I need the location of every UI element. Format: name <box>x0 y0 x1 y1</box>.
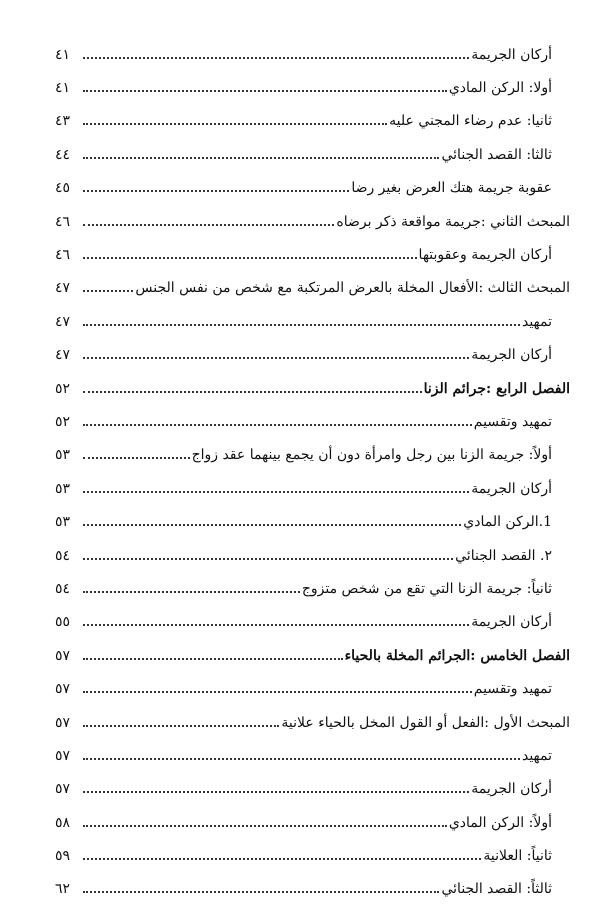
toc-dot-leader <box>83 324 520 326</box>
table-of-contents <box>55 38 570 906</box>
toc-entry-title: تمهيد وتقسيم <box>473 413 552 430</box>
toc-dot-leader <box>83 624 469 626</box>
toc-entry-title: أولاً: جريمة الزنا بين رجل وامرأة دون أن يجمع بينهما عقد زواج <box>191 447 552 464</box>
toc-entry-title: المبحث الثالث :الأفعال المخلة بالعرض المرتكبة مع شخص من نفس الجنس <box>135 280 570 297</box>
toc-entry-title: تمهيد <box>521 747 552 764</box>
toc-entry[interactable] <box>55 572 570 605</box>
toc-dot-leader <box>83 524 461 526</box>
toc-entry-title: أركان الجريمة <box>471 46 552 63</box>
toc-entry-title: أركان الجريمة <box>471 347 552 364</box>
toc-page-number: ٦٢ <box>55 881 71 898</box>
toc-dot-leader <box>83 157 439 159</box>
toc-entry-title: أولا: الركن المادي <box>448 80 552 97</box>
toc-entry[interactable] <box>55 706 570 739</box>
toc-page-number: ٥٧ <box>55 714 71 731</box>
toc-page-number: ٥٧ <box>55 747 71 764</box>
toc-dot-leader <box>83 658 343 660</box>
toc-entry-title: الفصل الخامس :الجرائم المخلة بالحياء <box>344 647 570 664</box>
toc-page-number: ٤٧ <box>55 280 71 297</box>
toc-page-number: ٥٩ <box>55 848 71 865</box>
toc-entry[interactable] <box>55 839 570 872</box>
toc-page-number: ٤٦ <box>55 247 71 264</box>
toc-dot-leader <box>83 891 439 893</box>
toc-entry-title: ثانياً: جريمة الزنا التي تقع من شخص متزوج <box>301 580 552 597</box>
toc-page-number: ٥٤ <box>55 580 71 597</box>
toc-page-number: ٤٧ <box>55 313 71 330</box>
toc-entry[interactable] <box>55 339 570 372</box>
toc-dot-leader <box>83 290 133 292</box>
toc-entry[interactable] <box>55 172 570 205</box>
toc-page-number: ٥٣ <box>55 480 71 497</box>
toc-page-number: ٤١ <box>55 46 71 63</box>
toc-dot-leader <box>83 725 279 727</box>
toc-page-number: ٤٤ <box>55 146 71 163</box>
toc-entry-title: أركان الجريمة <box>471 614 552 631</box>
toc-entry[interactable] <box>55 305 570 338</box>
toc-entry[interactable] <box>55 873 570 906</box>
toc-page-number: ٤٧ <box>55 347 71 364</box>
toc-entry[interactable] <box>55 138 570 171</box>
toc-entry-title: الفصل الرابع :جرائم الزنا <box>423 380 570 397</box>
toc-entry-title: ثالثاً: القصد الجنائي <box>441 881 552 898</box>
toc-entry[interactable] <box>55 773 570 806</box>
toc-entry[interactable] <box>55 405 570 438</box>
toc-page-number: ٥٤ <box>55 547 71 564</box>
toc-entry-title: أركان الجريمة <box>471 480 552 497</box>
toc-entry-title: أركان الجريمة وعقوبتها <box>418 247 552 264</box>
toc-page-number: ٥٣ <box>55 514 71 531</box>
toc-entry-title: أولاً: الركن المادي <box>448 814 552 831</box>
toc-entry[interactable] <box>55 439 570 472</box>
toc-dot-leader <box>83 825 447 827</box>
toc-entry-title: أركان الجريمة <box>471 781 552 798</box>
toc-page-number: ٥٧ <box>55 647 71 664</box>
toc-dot-leader <box>83 190 349 192</box>
toc-page-number: ٤٣ <box>55 113 71 130</box>
toc-page-number: ٥٨ <box>55 814 71 831</box>
toc-page-number: ٤١ <box>55 80 71 97</box>
toc-entry[interactable] <box>55 672 570 705</box>
toc-entry[interactable] <box>55 205 570 238</box>
toc-dot-leader <box>83 558 453 560</box>
toc-entry[interactable] <box>55 71 570 104</box>
toc-page-number: ٥٣ <box>55 447 71 464</box>
toc-dot-leader <box>83 858 481 860</box>
toc-dot-leader <box>83 123 387 125</box>
toc-entry[interactable] <box>55 539 570 572</box>
toc-dot-leader <box>83 591 300 593</box>
toc-page-number: ٥٢ <box>55 413 71 430</box>
toc-entry[interactable] <box>55 372 570 405</box>
toc-entry-title: ثالثا: القصد الجنائي <box>441 146 552 163</box>
toc-entry-title: تمهيد <box>521 313 552 330</box>
toc-dot-leader <box>83 391 422 393</box>
toc-entry[interactable] <box>55 739 570 772</box>
toc-entry[interactable] <box>55 472 570 505</box>
toc-entry-title: 1.الركن المادي <box>463 514 552 531</box>
toc-dot-leader <box>83 57 469 59</box>
toc-entry[interactable] <box>55 806 570 839</box>
toc-page-number: ٤٥ <box>55 180 71 197</box>
toc-entry-title: ثانيا: عدم رضاء المجني عليه <box>389 113 552 130</box>
toc-dot-leader <box>83 491 469 493</box>
toc-entry-title: المبحث الثاني :جريمة مواقعة ذكر برضاه <box>336 213 570 230</box>
toc-dot-leader <box>83 224 334 226</box>
toc-dot-leader <box>83 457 190 459</box>
toc-dot-leader <box>83 791 469 793</box>
toc-page-number: ٤٦ <box>55 213 71 230</box>
toc-page-number: ٥٧ <box>55 681 71 698</box>
toc-entry[interactable] <box>55 639 570 672</box>
toc-entry[interactable] <box>55 238 570 271</box>
toc-dot-leader <box>83 758 520 760</box>
toc-dot-leader <box>83 90 447 92</box>
toc-entry-title: تمهيد وتقسيم <box>473 681 552 698</box>
toc-dot-leader <box>83 691 472 693</box>
toc-dot-leader <box>83 257 417 259</box>
toc-page-number: ٥٢ <box>55 380 71 397</box>
toc-entry-title: المبحث الأول :الفعل أو القول المخل بالحياء علانية <box>281 714 570 731</box>
toc-entry-title: ٢. القصد الجنائي <box>455 547 552 564</box>
toc-entry[interactable] <box>55 272 570 305</box>
toc-dot-leader <box>83 424 472 426</box>
toc-dot-leader <box>83 357 469 359</box>
toc-entry[interactable] <box>55 38 570 71</box>
toc-entry[interactable] <box>55 606 570 639</box>
toc-entry-title: ثانياً: العلانية <box>483 848 552 865</box>
toc-entry[interactable] <box>55 505 570 538</box>
toc-page-number: ٥٥ <box>55 614 71 631</box>
toc-entry-title: عقوبة جريمة هتك العرض بغير رضا <box>351 180 552 197</box>
toc-entry[interactable] <box>55 105 570 138</box>
toc-page-number: ٥٧ <box>55 781 71 798</box>
